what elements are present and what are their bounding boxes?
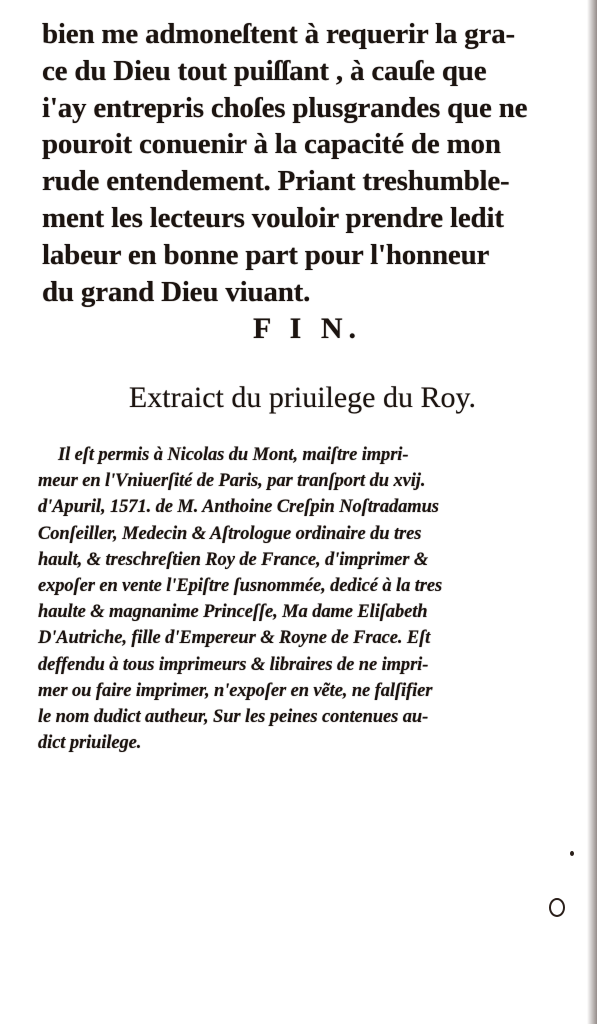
privilege-heading: Extraict du priuilege du Roy. xyxy=(128,381,477,414)
text-line: D'Autriche, fille d'Empereur & Royne de Frace. Eſt xyxy=(38,628,431,649)
text-line: pouroit conuenir à la capacité de mon xyxy=(42,128,501,161)
text-line: haulte & magnanime Princeſſe, Ma dame Eliſabeth xyxy=(38,602,428,623)
text-line: dict priuilege. xyxy=(38,733,142,754)
page-edge-shadow xyxy=(587,0,597,1024)
text-line: hault, & treschreſtien Roy de France, d'imprimer & xyxy=(38,549,429,570)
ink-ring-mark xyxy=(549,898,565,917)
text-line: Conſeiller, Medecin & Aſtrologue ordinaire du tres xyxy=(38,523,422,544)
closing-paragraph xyxy=(42,16,572,310)
text-line: d'Apuril, 1571. de M. Anthoine Creſpin Noſtradamus xyxy=(38,497,439,518)
privilege-paragraph xyxy=(38,442,573,756)
text-line: rude entendement. Priant treshumble- xyxy=(42,165,510,198)
text-line: mer ou faire imprimer, n'expoſer en vẽte, ne falſifier xyxy=(38,680,433,701)
text-line: labeur en bonne part pour l'honneur xyxy=(42,238,490,271)
text-line: du grand Dieu viuant. xyxy=(42,275,311,308)
text-line: Il eſt permis à Nicolas du Mont, maiſtre impri- xyxy=(58,445,409,465)
text-line: i'ay entrepris choſes plusgrandes que ne xyxy=(42,91,528,124)
text-line: expoſer en vente l'Epiſtre ſusnommée, dedicé à la tres xyxy=(38,576,443,597)
text-line: deffendu à tous imprimeurs & libraires de ne impri- xyxy=(38,654,429,675)
text-line: ce du Dieu tout puiſſant , à cauſe que xyxy=(42,54,487,87)
text-line: ment les lecteurs vouloir prendre ledit xyxy=(42,201,504,234)
text-line: le nom dudict autheur, Sur les peines contenues au- xyxy=(38,707,429,728)
text-line: meur en l'Vniuerſité de Paris, par tranſport du xvij. xyxy=(38,471,426,492)
ink-speck xyxy=(570,851,574,856)
text-line: bien me admoneſtent à requerir la gra- xyxy=(42,18,515,50)
fin-heading: F I N. xyxy=(252,312,363,345)
